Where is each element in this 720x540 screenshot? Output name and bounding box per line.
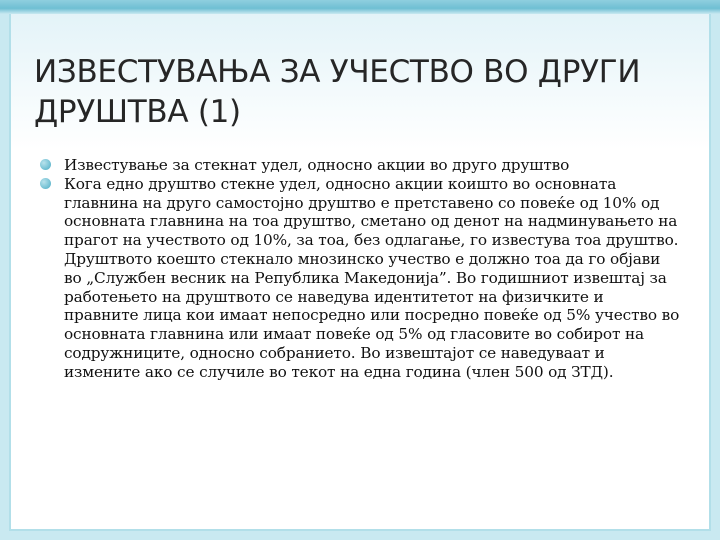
bullet-dot-icon [40,178,51,189]
slide-title: ИЗВЕСТУВАЊА ЗА УЧЕСТВО ВО ДРУГИ ДРУШТВА (1) [34,54,641,130]
bullet-item [40,156,680,175]
bullet-text: Известување за стекнат удел, односно акции во друго друштво [64,156,570,174]
bullet-text: Кога едно друштво стекне удел, односно акции коишто во основната главнина на друго самостојно друштво е претставено со повеќе од 10% од основната главнина на тоа друштво, сметано од денот на надминувањето на прагот на учеството од 10%, за тоа, без одлагање, го известува тоа друштво. Друштвото коешто стекнало мнозинско учество е должно тоа да го објави во „Службен весник на Република Македонија”. Во годишниот извештај за работењето на друштвото се наведува идентитетот на физичките и правните лица кои имаат непосредно или посредно повеќе од 5% учество во основната главнина или имаат повеќе од 5% од гласовите во собирот на содружниците, односно собранието. Во извештајот се наведуваат и измените ако се случиле во текот на една година (член 500 од ЗТД). [64,174,680,381]
bullet-list [40,156,680,382]
bullet-item [40,175,680,382]
bullet-dot-icon [40,159,51,170]
top-decorative-strip [0,0,720,14]
